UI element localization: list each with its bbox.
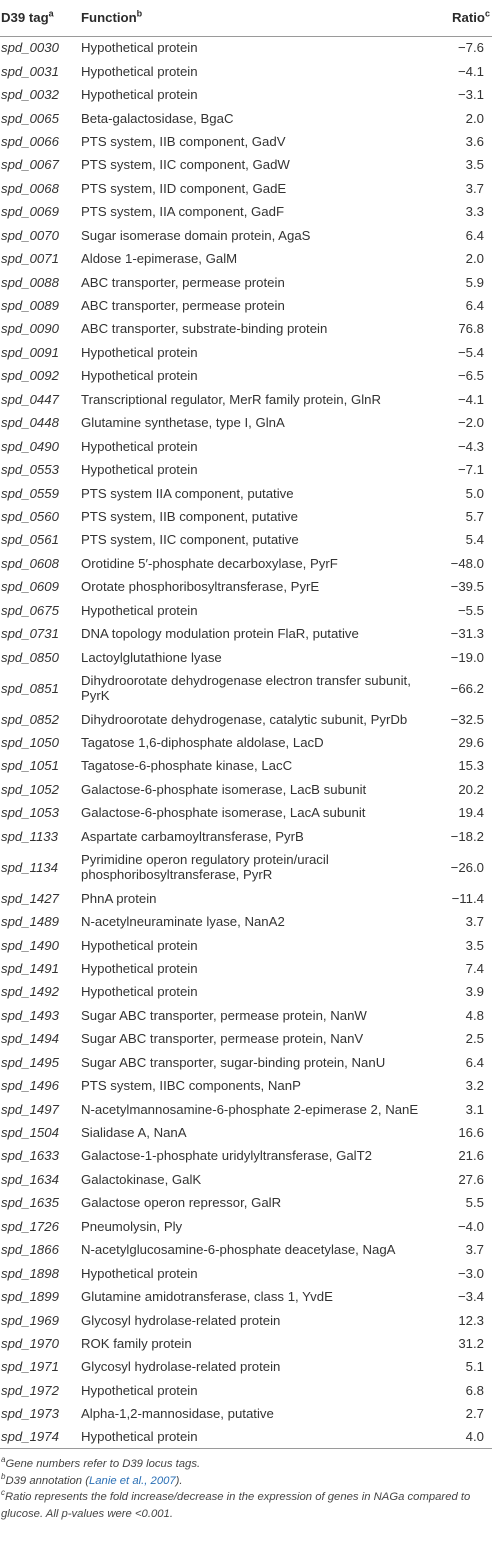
cell-d39-tag: spd_0091 <box>1 344 59 360</box>
cell-function: Galactose operon repressor, GalR <box>81 1195 282 1211</box>
table-row <box>0 528 492 551</box>
cell-function: Glycosyl hydrolase-related protein <box>81 1359 281 1375</box>
cell-d39-tag: spd_0070 <box>1 227 59 243</box>
cell-ratio: 6.8 <box>465 1382 484 1398</box>
cell-d39-tag: spd_1494 <box>1 1031 59 1047</box>
table-header-row <box>0 0 492 36</box>
cell-ratio: 21.6 <box>458 1148 484 1164</box>
table-row <box>0 200 492 223</box>
cell-ratio: −39.5 <box>450 579 484 595</box>
cell-d39-tag: spd_1899 <box>1 1289 59 1305</box>
cell-ratio: 29.6 <box>458 734 484 750</box>
table-row <box>0 1051 492 1074</box>
table-row <box>0 1215 492 1238</box>
cell-ratio: −31.3 <box>450 626 484 642</box>
table-row <box>0 910 492 933</box>
footnote-a-mark: a <box>1 1455 6 1465</box>
cell-d39-tag: spd_1133 <box>1 828 58 844</box>
cell-function: Galactose-6-phosphate isomerase, LacB subunit <box>81 781 367 797</box>
cell-d39-tag: spd_0609 <box>1 579 59 595</box>
cell-function: Galactokinase, GalK <box>81 1171 202 1187</box>
cell-d39-tag: spd_1973 <box>1 1406 59 1422</box>
cell-ratio: 19.4 <box>458 805 484 821</box>
footnote-b <box>1 1473 492 1490</box>
table-row <box>0 575 492 598</box>
cell-function: Hypothetical protein <box>81 462 198 478</box>
cell-ratio: −5.4 <box>457 344 484 360</box>
cell-ratio: 20.2 <box>458 781 484 797</box>
table-row <box>0 341 492 364</box>
table-row <box>0 388 492 411</box>
table-row <box>0 1191 492 1214</box>
cell-d39-tag: spd_0448 <box>1 415 59 431</box>
cell-ratio: 6.4 <box>465 227 484 243</box>
cell-ratio: 12.3 <box>458 1312 484 1328</box>
cell-d39-tag: spd_1634 <box>1 1171 59 1187</box>
cell-d39-tag: spd_1492 <box>1 984 59 1000</box>
cell-function: Glycosyl hydrolase-related protein <box>81 1312 281 1328</box>
table-row <box>0 177 492 200</box>
table-row <box>0 130 492 153</box>
cell-d39-tag: spd_1489 <box>1 914 59 930</box>
cell-function: Hypothetical protein <box>81 368 198 384</box>
header-function-label: Function <box>81 10 137 26</box>
cell-function: Lactoylglutathione lyase <box>81 649 222 665</box>
cell-function: N-acetylmannosamine-6-phosphate 2-epimerase 2, NanE <box>81 1101 419 1117</box>
cell-ratio: −3.4 <box>457 1289 484 1305</box>
table-row <box>0 1144 492 1167</box>
cell-ratio: 6.4 <box>465 298 484 314</box>
cell-d39-tag: spd_0851 <box>1 680 59 696</box>
cell-d39-tag: spd_0490 <box>1 438 59 454</box>
cell-function: PTS system, IIBC components, NanP <box>81 1078 301 1094</box>
cell-ratio: −4.0 <box>457 1218 484 1234</box>
table-row <box>0 599 492 622</box>
citation-link[interactable]: Lanie et al., 2007 <box>88 1474 176 1487</box>
table-row <box>0 754 492 777</box>
cell-d39-tag: spd_0447 <box>1 391 59 407</box>
cell-function: ABC transporter, permease protein <box>81 298 285 314</box>
cell-ratio: −48.0 <box>450 555 484 571</box>
cell-ratio: 3.6 <box>465 133 484 149</box>
table-row <box>0 247 492 270</box>
cell-d39-tag: spd_0092 <box>1 368 59 384</box>
table-row <box>0 645 492 668</box>
table-row <box>0 1097 492 1120</box>
cell-d39-tag: spd_0852 <box>1 711 59 727</box>
table-row <box>0 294 492 317</box>
cell-function: Tagatose 1,6-diphosphate aldolase, LacD <box>81 734 324 750</box>
cell-function: N-acetylglucosamine-6-phosphate deacetylase, NagA <box>81 1242 396 1258</box>
cell-function: Aldose 1-epimerase, GalM <box>81 251 238 267</box>
cell-ratio: 3.1 <box>465 1101 484 1117</box>
cell-ratio: 5.1 <box>465 1359 484 1375</box>
cell-ratio: −4.1 <box>457 63 484 79</box>
table-row <box>0 1355 492 1378</box>
table-row <box>0 1004 492 1027</box>
cell-ratio: −6.5 <box>457 368 484 384</box>
table-row <box>0 825 492 848</box>
cell-ratio: 15.3 <box>458 758 484 774</box>
table-row <box>0 669 492 708</box>
cell-d39-tag: spd_0065 <box>1 110 59 126</box>
cell-ratio: −5.5 <box>457 602 484 618</box>
cell-d39-tag: spd_1053 <box>1 805 59 821</box>
cell-function: Dihydroorotate dehydrogenase, catalytic subunit, PyrDb <box>81 711 408 727</box>
cell-d39-tag: spd_1633 <box>1 1148 59 1164</box>
cell-function: Sugar ABC transporter, permease protein, NanV <box>81 1031 364 1047</box>
cell-ratio: −2.0 <box>457 415 484 431</box>
footnote-mark-c: c <box>484 8 490 19</box>
footnote-c-text: Ratio represents the fold increase/decrease in the expression of genes in NAGa compared to glucose. All p-values were <0.001. <box>1 1491 471 1520</box>
cell-function: DNA topology modulation protein FlaR, putative <box>81 626 359 642</box>
cell-function: Sugar isomerase domain protein, AgaS <box>81 227 311 243</box>
cell-function: Hypothetical protein <box>81 1426 435 1449</box>
cell-d39-tag: spd_0067 <box>1 157 59 173</box>
cell-ratio: −3.0 <box>457 1265 484 1281</box>
cell-d39-tag: spd_1972 <box>1 1382 59 1398</box>
table-row <box>0 83 492 106</box>
table-row <box>0 36 492 59</box>
cell-ratio: 5.7 <box>465 508 484 524</box>
cell-function: PTS system, IIB component, putative <box>81 508 298 524</box>
cell-ratio: 3.2 <box>465 1078 484 1094</box>
footnote-a <box>1 1456 492 1473</box>
cell-function: Beta-galactosidase, BgaC <box>81 110 234 126</box>
cell-function: Hypothetical protein <box>81 87 198 103</box>
cell-d39-tag: spd_0032 <box>1 87 59 103</box>
table-body <box>0 36 492 1449</box>
table-row <box>0 933 492 956</box>
footnote-b-mark: b <box>1 1472 6 1482</box>
table-row <box>0 434 492 457</box>
cell-function: Transcriptional regulator, MerR family protein, GlnR <box>81 391 382 407</box>
table-row <box>0 270 492 293</box>
cell-d39-tag: spd_1497 <box>1 1101 59 1117</box>
table-row <box>0 153 492 176</box>
header-ratio-label: Ratio <box>452 10 485 26</box>
cell-function: Tagatose-6-phosphate kinase, LacC <box>81 758 293 774</box>
table-row <box>0 317 492 340</box>
table-row <box>0 886 492 909</box>
table-row <box>0 1261 492 1284</box>
cell-function: Sialidase A, NanA <box>81 1125 187 1141</box>
cell-d39-tag: spd_1969 <box>1 1312 59 1328</box>
cell-d39-tag: spd_0560 <box>1 508 59 524</box>
cell-d39-tag: spd_1493 <box>1 1007 59 1023</box>
cell-d39-tag: spd_0608 <box>1 555 59 571</box>
cell-d39-tag: spd_1050 <box>1 734 59 750</box>
cell-ratio: 31.2 <box>458 1335 484 1351</box>
table-row <box>0 1168 492 1191</box>
cell-function: Orotidine 5′-phosphate decarboxylase, PyrF <box>81 555 338 571</box>
cell-d39-tag: spd_1504 <box>1 1125 59 1141</box>
cell-ratio: 6.4 <box>465 1054 484 1070</box>
cell-ratio: 2.5 <box>465 1031 484 1047</box>
cell-function: Sugar ABC transporter, sugar-binding protein, NanU <box>81 1054 386 1070</box>
cell-d39-tag: spd_0089 <box>1 298 59 314</box>
header-function <box>81 0 435 36</box>
cell-ratio: 5.0 <box>465 485 484 501</box>
table-row <box>0 1027 492 1050</box>
cell-function: Galactose-6-phosphate isomerase, LacA subunit <box>81 805 366 821</box>
footnote-a-text: Gene numbers refer to D39 locus tags. <box>5 1458 201 1471</box>
cell-function: Sugar ABC transporter, permease protein, NanW <box>81 1007 367 1023</box>
cell-ratio: 3.5 <box>465 937 484 953</box>
cell-function: Hypothetical protein <box>81 438 198 454</box>
cell-function: Hypothetical protein <box>81 1382 198 1398</box>
cell-function: ABC transporter, permease protein <box>81 274 285 290</box>
table-row <box>0 1332 492 1355</box>
cell-ratio: −66.2 <box>450 680 484 696</box>
cell-ratio: 76.8 <box>458 321 484 337</box>
cell-function: PTS system, IID component, GadE <box>81 180 287 196</box>
table-row <box>0 731 492 754</box>
cell-d39-tag: spd_0559 <box>1 485 59 501</box>
cell-ratio: 3.9 <box>465 984 484 1000</box>
table-row <box>0 481 492 504</box>
cell-ratio: 2.0 <box>465 110 484 126</box>
cell-d39-tag: spd_1970 <box>1 1335 59 1351</box>
cell-d39-tag: spd_1971 <box>1 1359 59 1375</box>
cell-d39-tag: spd_1635 <box>1 1195 59 1211</box>
cell-ratio: −26.0 <box>450 859 484 875</box>
cell-d39-tag: spd_1866 <box>1 1242 59 1258</box>
table-row <box>0 707 492 730</box>
header-ratio <box>435 0 492 36</box>
cell-ratio: 3.3 <box>465 204 484 220</box>
cell-ratio: 3.7 <box>465 180 484 196</box>
table-row <box>0 458 492 481</box>
cell-function: Aspartate carbamoyltransferase, PyrB <box>81 828 304 844</box>
table-row <box>0 778 492 801</box>
cell-d39-tag: spd_0553 <box>1 462 59 478</box>
cell-d39-tag: spd_0088 <box>1 274 59 290</box>
footnote-b-suffix: ). <box>175 1474 183 1487</box>
cell-function: PTS system IIA component, putative <box>81 485 294 501</box>
cell-ratio: 3.7 <box>465 914 484 930</box>
cell-function: Orotate phosphoribosyltransferase, PyrE <box>81 579 320 595</box>
table-row <box>0 1121 492 1144</box>
cell-d39-tag: spd_0731 <box>1 626 59 642</box>
table-row <box>0 106 492 129</box>
cell-ratio: −3.1 <box>457 87 484 103</box>
cell-function: Hypothetical protein <box>81 1265 198 1281</box>
cell-d39-tag: spd_1974 <box>0 1426 81 1449</box>
cell-d39-tag: spd_1134 <box>1 859 58 875</box>
table-row <box>0 1426 492 1449</box>
cell-ratio: −32.5 <box>450 711 484 727</box>
cell-function: Glutamine amidotransferase, class 1, YvdE <box>81 1289 333 1305</box>
cell-d39-tag: spd_1898 <box>1 1265 59 1281</box>
cell-ratio: −11.4 <box>451 890 484 906</box>
cell-ratio: 16.6 <box>458 1125 484 1141</box>
table-row <box>0 224 492 247</box>
table-row <box>0 1285 492 1308</box>
cell-d39-tag: spd_1427 <box>1 890 59 906</box>
table-row <box>0 848 492 887</box>
cell-function: Hypothetical protein <box>81 63 198 79</box>
cell-function: Glutamine synthetase, type I, GlnA <box>81 415 285 431</box>
cell-function: N-acetylneuraminate lyase, NanA2 <box>81 914 285 930</box>
table-row <box>0 957 492 980</box>
footnote-mark-a: a <box>48 8 54 19</box>
footnote-c-mark: c <box>1 1488 5 1498</box>
cell-ratio: 5.4 <box>465 532 484 548</box>
cell-ratio: 27.6 <box>458 1171 484 1187</box>
cell-function: PhnA protein <box>81 890 157 906</box>
cell-ratio: −4.1 <box>457 391 484 407</box>
footnote-mark-b: b <box>136 8 143 19</box>
cell-ratio: 7.4 <box>465 960 484 976</box>
cell-d39-tag: spd_0850 <box>1 649 59 665</box>
cell-function: Pneumolysin, Ply <box>81 1218 183 1234</box>
footnote-b-prefix: D39 annotation ( <box>5 1474 89 1487</box>
table-row <box>0 59 492 82</box>
cell-function: PTS system, IIC component, GadW <box>81 157 290 173</box>
cell-d39-tag: spd_1491 <box>1 960 59 976</box>
table-row <box>0 1074 492 1097</box>
cell-function: Hypothetical protein <box>81 602 198 618</box>
cell-function: Hypothetical protein <box>81 344 198 360</box>
footnote-c <box>1 1489 492 1522</box>
cell-ratio: 3.7 <box>465 1242 484 1258</box>
cell-ratio: −19.0 <box>450 649 484 665</box>
table-row <box>0 801 492 824</box>
cell-d39-tag: spd_0030 <box>1 40 59 56</box>
table-row <box>0 1402 492 1425</box>
cell-ratio: 3.5 <box>465 157 484 173</box>
cell-function: Hypothetical protein <box>81 960 198 976</box>
cell-function: Galactose-1-phosphate uridylyltransferase, GalT2 <box>81 1148 373 1164</box>
table-row <box>0 411 492 434</box>
cell-ratio: −7.1 <box>457 462 484 478</box>
cell-ratio: 4.0 <box>435 1426 492 1449</box>
cell-ratio: 5.5 <box>465 1195 484 1211</box>
table-footnotes <box>0 1449 492 1522</box>
cell-function: Alpha-1,2-mannosidase, putative <box>81 1406 274 1422</box>
cell-d39-tag: spd_0561 <box>1 532 59 548</box>
cell-function: Hypothetical protein <box>81 984 198 1000</box>
header-d39-tag-label: D39 tag <box>1 10 49 26</box>
cell-function: ABC transporter, substrate-binding protein <box>81 321 328 337</box>
cell-ratio: −18.2 <box>450 828 484 844</box>
cell-d39-tag: spd_0090 <box>1 321 59 337</box>
header-d39-tag <box>0 0 81 36</box>
cell-ratio: −7.6 <box>457 40 484 56</box>
cell-function: PTS system, IIC component, putative <box>81 532 299 548</box>
cell-ratio: −4.3 <box>457 438 484 454</box>
cell-function: Pyrimidine operon regulatory protein/uracil phosphoribosyltransferase, PyrR <box>81 852 329 883</box>
cell-d39-tag: spd_0031 <box>1 63 59 79</box>
cell-function: Hypothetical protein <box>81 40 198 56</box>
cell-d39-tag: spd_1726 <box>1 1218 59 1234</box>
cell-d39-tag: spd_0071 <box>1 251 59 267</box>
table-row <box>0 552 492 575</box>
cell-d39-tag: spd_0066 <box>1 133 59 149</box>
table-row <box>0 1379 492 1402</box>
cell-function: Hypothetical protein <box>81 937 198 953</box>
table-row <box>0 364 492 387</box>
cell-d39-tag: spd_0069 <box>1 204 59 220</box>
cell-d39-tag: spd_0675 <box>1 602 59 618</box>
table-row <box>0 505 492 528</box>
cell-ratio: 2.0 <box>465 251 484 267</box>
cell-d39-tag: spd_1496 <box>1 1078 59 1094</box>
cell-ratio: 4.8 <box>465 1007 484 1023</box>
cell-ratio: 5.9 <box>465 274 484 290</box>
cell-d39-tag: spd_0068 <box>1 180 59 196</box>
cell-d39-tag: spd_1495 <box>1 1054 59 1070</box>
table-row <box>0 980 492 1003</box>
table-row <box>0 1308 492 1331</box>
cell-function: PTS system, IIA component, GadF <box>81 204 285 220</box>
table-row <box>0 1238 492 1261</box>
cell-function: ROK family protein <box>81 1335 192 1351</box>
table-row <box>0 622 492 645</box>
cell-ratio: 2.7 <box>465 1406 484 1422</box>
cell-function: Dihydroorotate dehydrogenase electron transfer subunit, PyrK <box>81 673 411 704</box>
cell-d39-tag: spd_1052 <box>1 781 59 797</box>
cell-d39-tag: spd_1490 <box>1 937 59 953</box>
cell-d39-tag: spd_1051 <box>1 758 59 774</box>
cell-function: PTS system, IIB component, GadV <box>81 133 286 149</box>
